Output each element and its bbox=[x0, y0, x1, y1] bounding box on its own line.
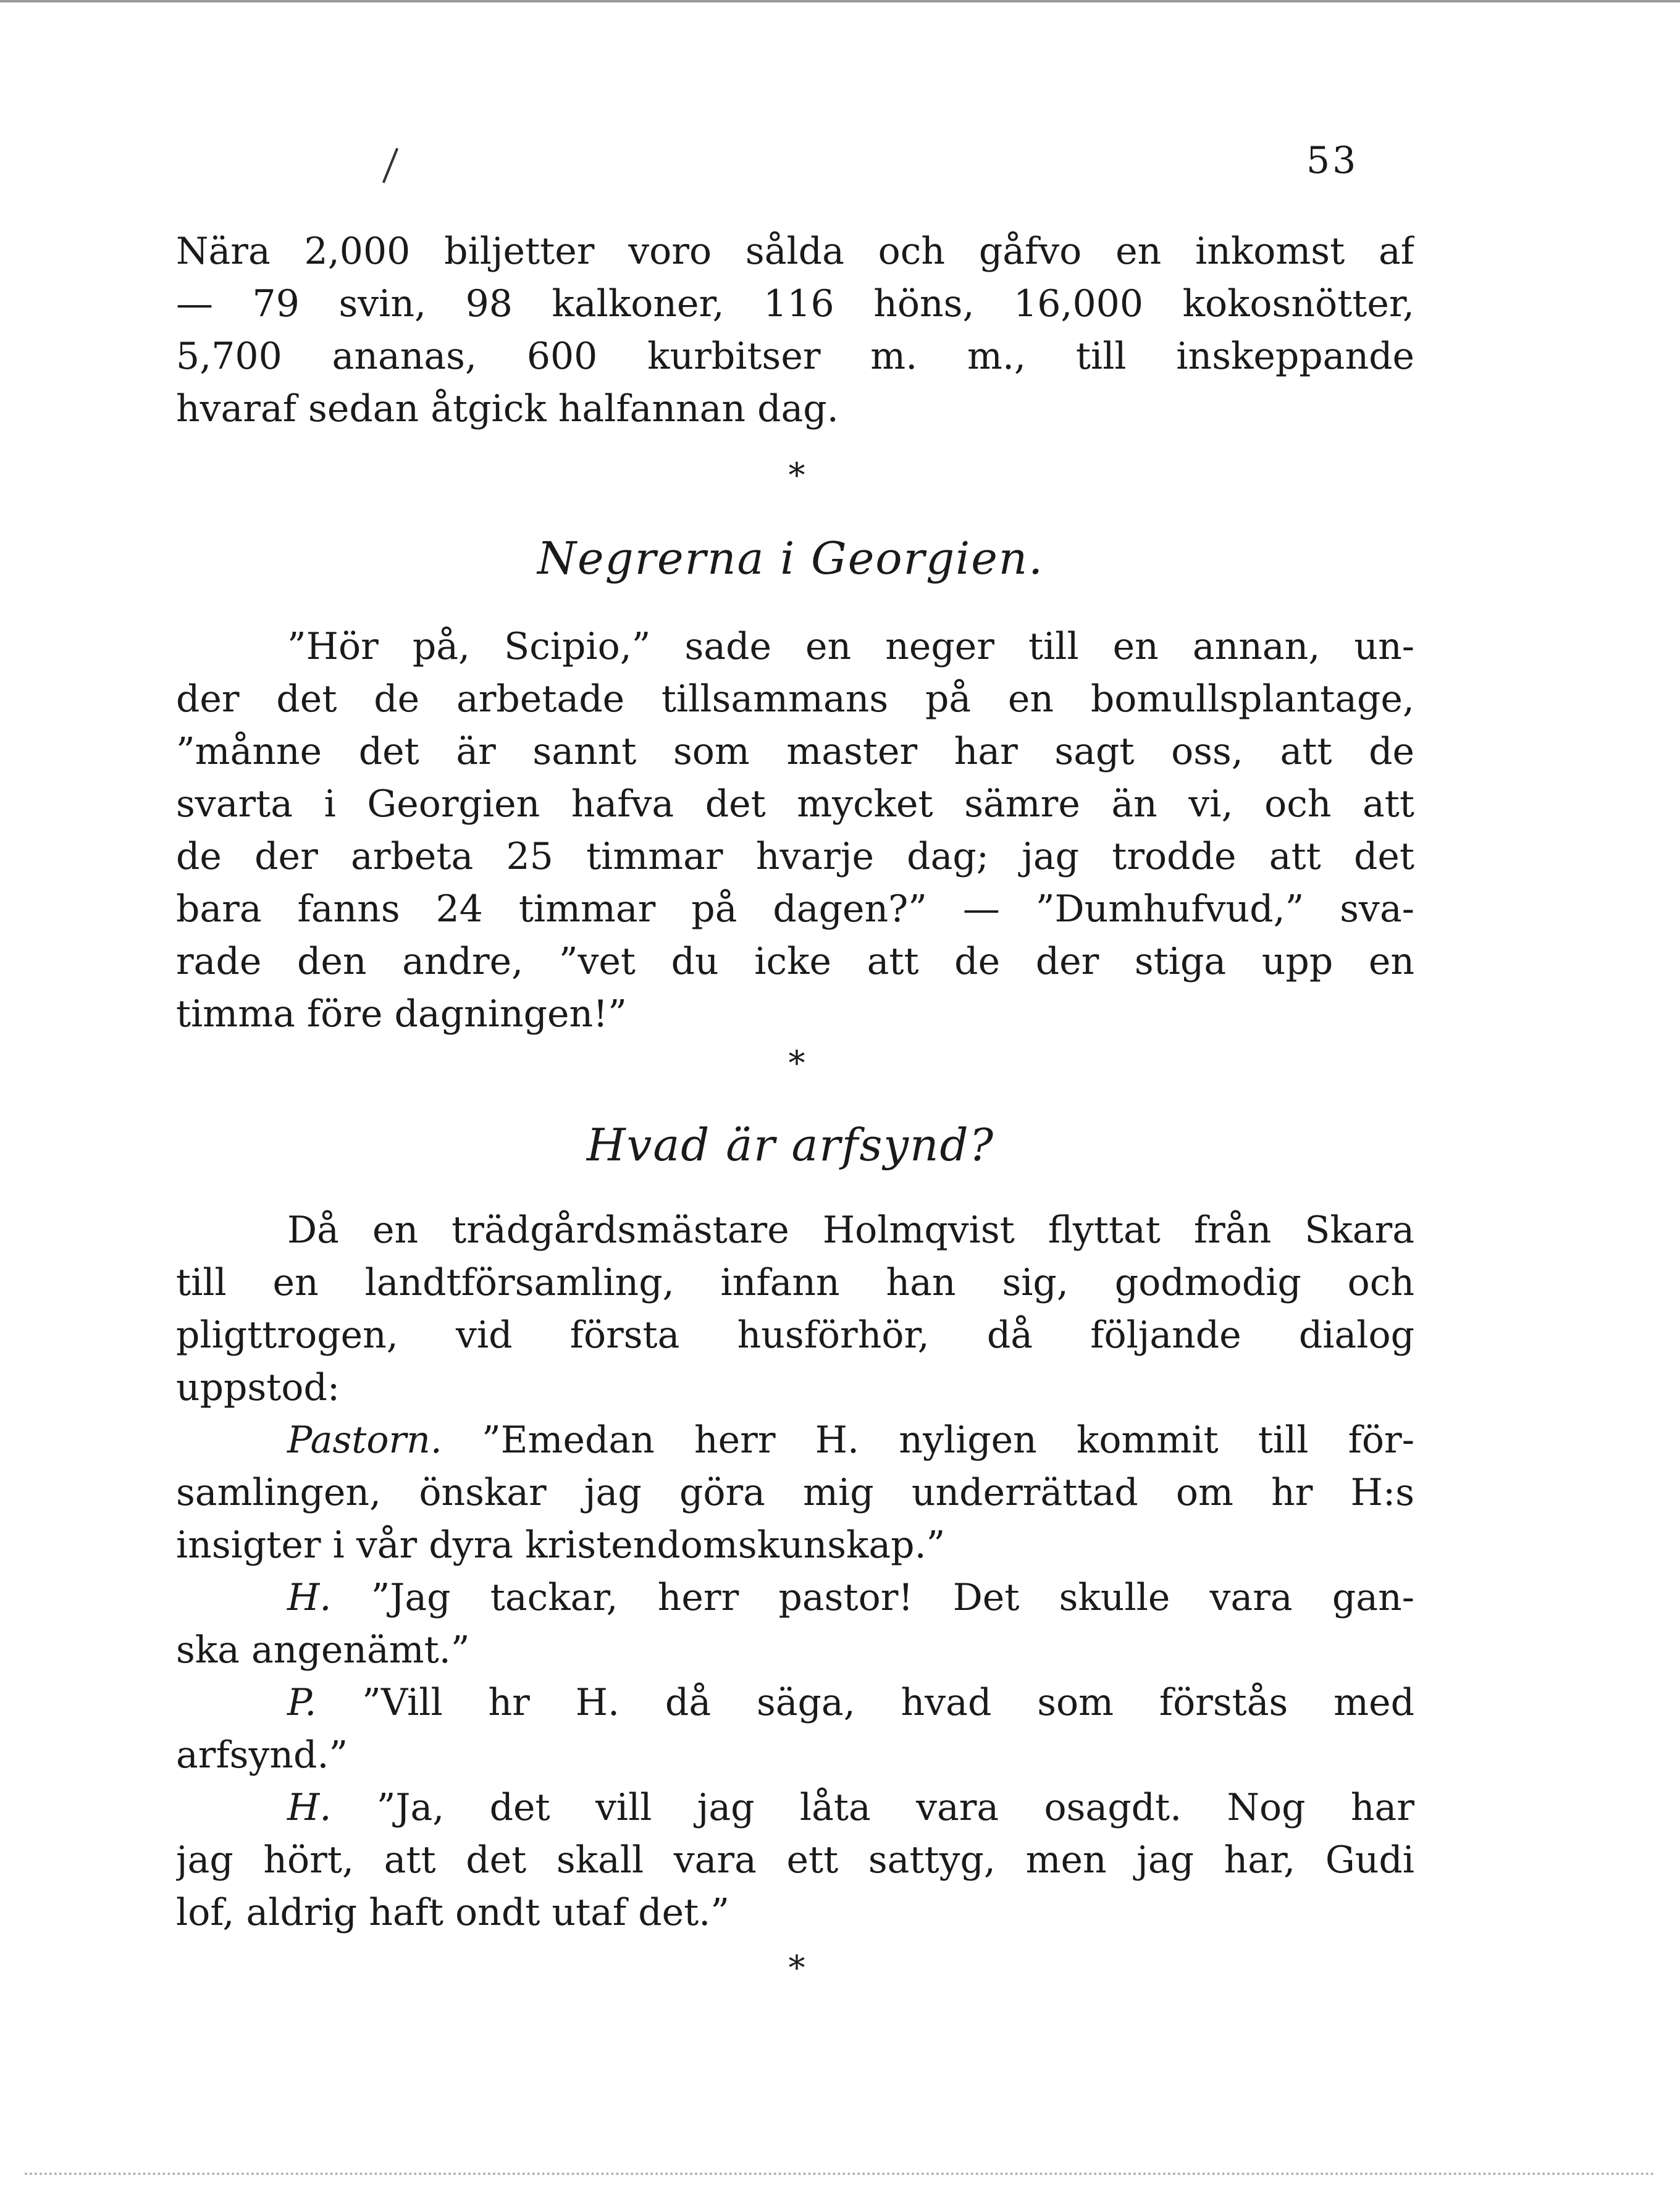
text-line: ”Hör på, Scipio,” sade en neger till en annan, un- bbox=[287, 625, 1414, 668]
text-line: lof, aldrig haft ondt utaf det.” bbox=[176, 1891, 729, 1934]
dialogue-text: ”Vill hr H. då säga, hvad som förstås med bbox=[316, 1681, 1414, 1724]
speaker-label: H. bbox=[287, 1576, 332, 1619]
separator-star: * bbox=[788, 456, 805, 495]
text-line: bara fanns 24 timmar på dagen?” — ”Dumhufvud,” sva- bbox=[176, 887, 1414, 931]
pencil-mark bbox=[382, 148, 398, 183]
text-line: arfsynd.” bbox=[176, 1733, 348, 1777]
separator-star: * bbox=[788, 1044, 805, 1083]
text-line: Då en trädgårdsmästare Holmqvist flyttat från Skara bbox=[287, 1209, 1414, 1252]
dialogue-line bbox=[176, 1572, 1414, 1624]
paragraph-negrerna bbox=[176, 621, 1414, 1041]
text-line: Nära 2,000 biljetter voro sålda och gåfvo en inkomst af bbox=[176, 230, 1414, 273]
separator-star: * bbox=[788, 1948, 805, 1987]
text-line: — 79 svin, 98 kalkoner, 116 höns, 16,000 kokosnötter, bbox=[176, 282, 1414, 325]
scan-bottom-edge bbox=[25, 2173, 1655, 2175]
text-line: hvaraf sedan åtgick halfannan dag. bbox=[176, 387, 839, 430]
speaker-label: H. bbox=[287, 1786, 332, 1829]
speaker-label: Pastorn. bbox=[287, 1419, 442, 1462]
dialogue-text: ”Emedan herr H. nyligen kommit till för- bbox=[442, 1419, 1414, 1462]
paragraph-arfsynd bbox=[176, 1204, 1414, 1939]
page-number: 53 bbox=[1306, 139, 1359, 182]
text-line: der det de arbetade tillsammans på en bomullsplantage, bbox=[176, 677, 1414, 721]
text-line: de der arbeta 25 timmar hvarje dag; jag trodde att det bbox=[176, 835, 1414, 878]
heading-arfsynd: Hvad är arfsynd? bbox=[586, 1119, 995, 1171]
heading-negrerna: Negrerna i Georgien. bbox=[537, 532, 1044, 584]
dialogue-line bbox=[176, 1414, 1414, 1467]
text-line: 5,700 ananas, 600 kurbitser m. m., till inskeppande bbox=[176, 335, 1414, 378]
text-line: uppstod: bbox=[176, 1366, 340, 1409]
text-line: till en landtförsamling, infann han sig, godmodig och bbox=[176, 1261, 1414, 1304]
text-line: ska angenämt.” bbox=[176, 1628, 470, 1672]
text-line: timma före dagningen!” bbox=[176, 992, 627, 1036]
text-line: rade den andre, ”vet du icke att de der stiga upp en bbox=[176, 940, 1414, 983]
paragraph-inkomst bbox=[176, 225, 1414, 435]
text-line: svarta i Georgien hafva det mycket sämre än vi, och att bbox=[176, 782, 1414, 826]
dialogue-line bbox=[176, 1782, 1414, 1834]
text-line: jag hört, att det skall vara ett sattyg, men jag har, Gudi bbox=[176, 1838, 1414, 1882]
text-line: pligttrogen, vid första husförhör, då följande dialog bbox=[176, 1314, 1414, 1357]
text-line: insigter i vår dyra kristendomskunskap.” bbox=[176, 1524, 946, 1567]
dialogue-text: ”Ja, det vill jag låta vara osagdt. Nog har bbox=[331, 1786, 1414, 1829]
dialogue-text: ”Jag tackar, herr pastor! Det skulle vara gan- bbox=[331, 1576, 1414, 1619]
dialogue-line bbox=[176, 1677, 1414, 1729]
speaker-label: P. bbox=[287, 1681, 317, 1724]
text-line: samlingen, önskar jag göra mig underrättad om hr H:s bbox=[176, 1471, 1414, 1514]
text-line: ”månne det är sannt som master har sagt oss, att de bbox=[176, 730, 1414, 773]
scan-top-edge bbox=[0, 0, 1680, 2]
